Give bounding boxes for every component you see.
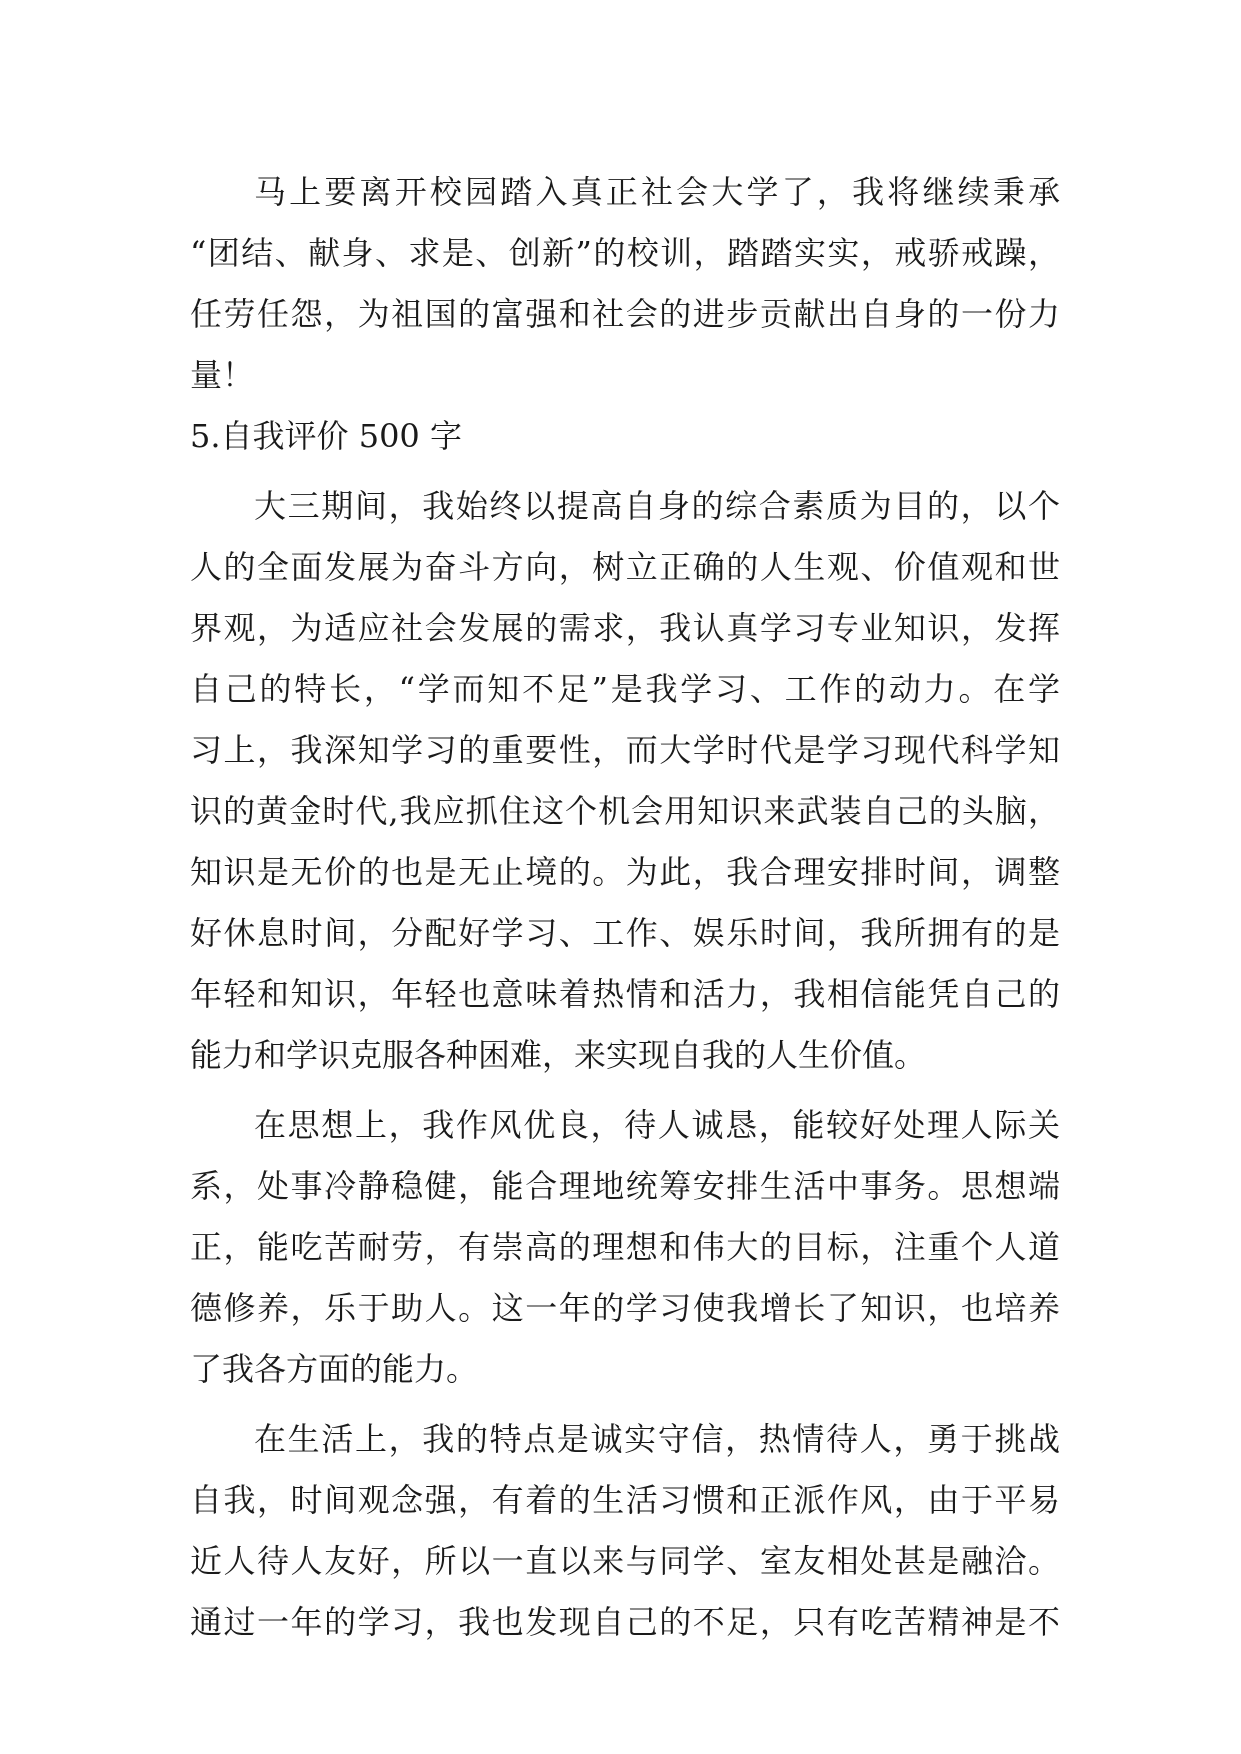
paragraph-line: 任劳任怨，为祖国的富强和社会的进步贡献出自身的一份力 [190,295,1060,333]
paragraph-line: 量！ [190,356,255,394]
paragraph-line: 了我各方面的能力。 [190,1350,479,1388]
paragraph-line: 界观，为适应社会发展的需求，我认真学习专业知识，发挥 [190,609,1060,647]
paragraph-line: 近人待人友好，所以一直以来与同学、室友相处甚是融洽。 [190,1542,1060,1580]
paragraph-line: “团结、献身、求是、创新”的校训，踏踏实实，戒骄戒躁， [190,234,1060,272]
paragraph-line: 好休息时间，分配好学习、工作、娱乐时间，我所拥有的是 [190,914,1060,952]
paragraph-line: 大三期间，我始终以提高自身的综合素质为目的，以个 [254,487,1060,525]
paragraph-line: 在思想上，我作风优良，待人诚恳，能较好处理人际关 [254,1106,1060,1144]
paragraph-line: 正，能吃苦耐劳，有崇高的理想和伟大的目标，注重个人道 [190,1228,1060,1266]
paragraph-line: 系，处事冷静稳健，能合理地统筹安排生活中事务。思想端 [190,1167,1060,1205]
paragraph-line: 自我，时间观念强，有着的生活习惯和正派作风，由于平易 [190,1481,1060,1519]
section-heading: 5.自我评价 500 字 [190,417,462,455]
paragraph-line: 年轻和知识，年轻也意味着热情和活力，我相信能凭自己的 [190,975,1060,1013]
paragraph-line: 在生活上，我的特点是诚实守信，热情待人，勇于挑战 [254,1420,1060,1458]
paragraph-line: 德修养，乐于助人。这一年的学习使我增长了知识，也培养 [190,1289,1060,1327]
paragraph-line: 习上，我深知学习的重要性，而大学时代是学习现代科学知 [190,731,1060,769]
document-body [190,162,1060,1653]
paragraph-line: 识的黄金时代,我应抓住这个机会用知识来武装自己的头脑， [190,792,1060,830]
paragraph-line: 自己的特长，“学而知不足”是我学习、工作的动力。在学 [190,670,1060,708]
paragraph-line: 通过一年的学习，我也发现自己的不足，只有吃苦精神是不 [190,1603,1060,1641]
paragraph-line: 能力和学识克服各种困难，来实现自我的人生价值。 [190,1036,927,1074]
paragraph-line: 马上要离开校园踏入真正社会大学了，我将继续秉承 [254,173,1060,211]
paragraph-line: 知识是无价的也是无止境的。为此，我合理安排时间，调整 [190,853,1060,891]
paragraph-line: 人的全面发展为奋斗方向，树立正确的人生观、价值观和世 [190,548,1060,586]
